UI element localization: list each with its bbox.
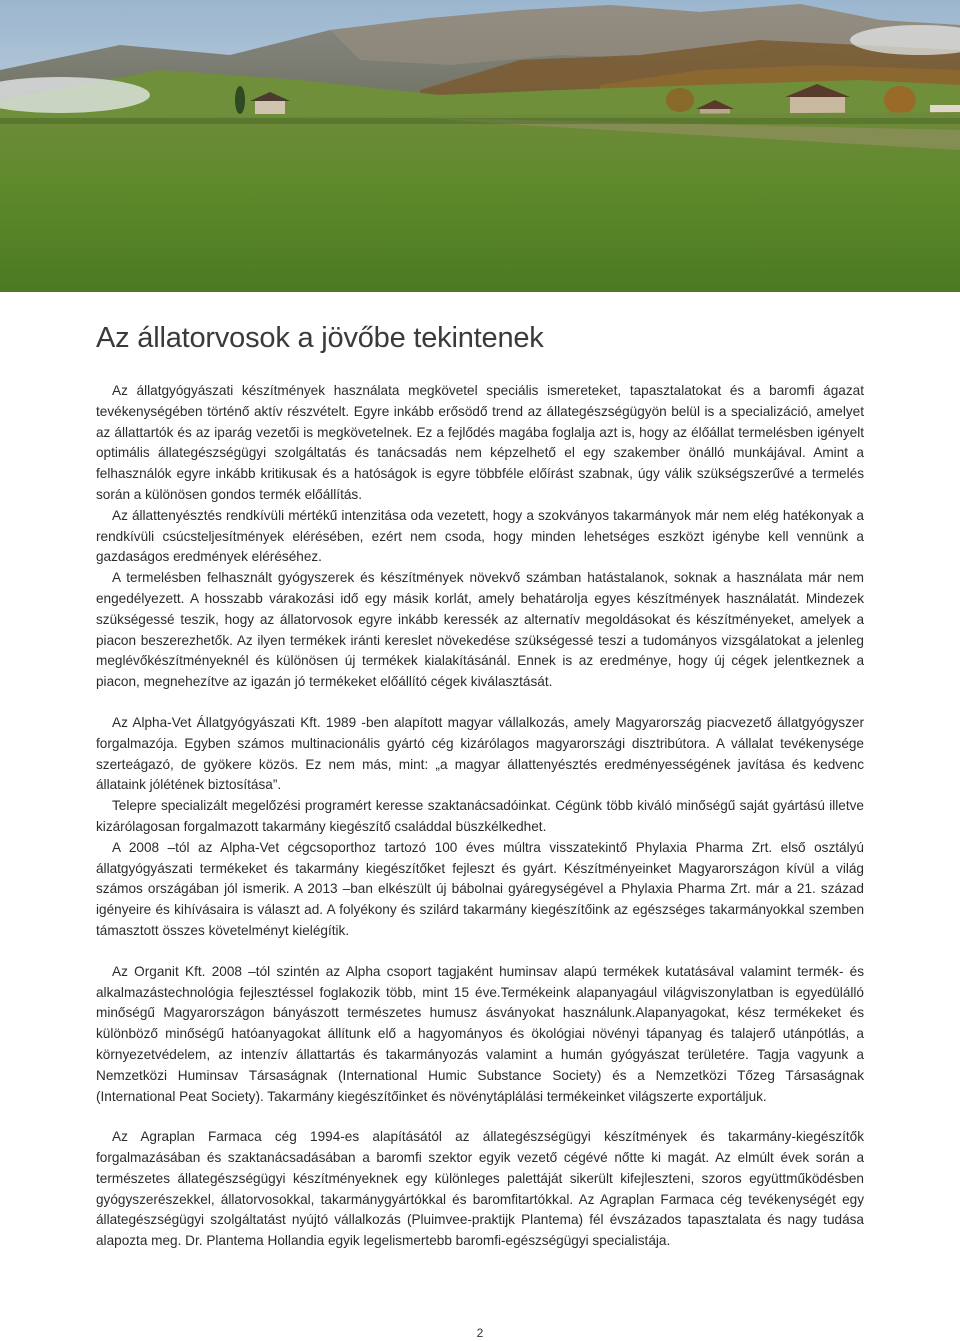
landscape-photo <box>0 0 960 292</box>
paragraph: Az állatgyógyászati készítmények használata megkövetel speciális ismereteket, tapasztalatokat és a baromfi ágazat tevékenységében történő aktív részvételt. Egyre inkább erősödő trend az állategészségügyön belül is a specializáció, amelyet az állattartók és az iparág vezetői is megkövetelnek. Ez a fejlődés magába foglalja azt is, hogy az élőállat termelésben igényelt optimális állategészségügyi szolgáltatás és tanácsadás nem képzelhető el egy szakember önálló munkájával. Amint a felhasználók egyre inkább kritikusak és a hatóságok is egyre többféle előírást szabnak, úgy válik szükségszerűvé a termelés során a különösen gondos termék előállítás. <box>96 383 864 502</box>
section-organit <box>96 962 864 1108</box>
paragraph: Telepre specializált megelőzési programért keresse szaktanácsadóinkat. Cégünk több kiváló minőségű saját gyártású illetve kizárólagosan forgalmazott takarmány kiegészítő családdal büszkélkedhet. <box>96 798 864 834</box>
page-title: Az állatorvosok a jövőbe tekintenek <box>96 322 544 354</box>
landscape-banner-image <box>0 0 960 292</box>
paragraph: A 2008 –tól az Alpha-Vet cégcsoporthoz tartozó 100 éves múltra visszatekintő Phylaxia Pharma Zrt. első osztályú állatgyógyászati termékeket és takarmány kiegészítőket fejleszt és gyárt. Készítményeinket Magyarországon kívül a világ számos országában jól ismerik. A 2013 –ban elkészült új bábolnai gyáregységével a Phylaxia Pharma Zrt. már a 21. század igényeire és kihívásaira is választ ad. A folyékony és szilárd takarmány kiegészítőink az egészséges takarmányokkal szemben támasztott összes követelményt kielégítik. <box>96 839 864 938</box>
page-number: 2 <box>476 1326 484 1340</box>
paragraph: Az Alpha-Vet Állatgyógyászati Kft. 1989 -ben alapított magyar vállalkozás, amely Magyarország piacvezető állatgyógyszer forgalmazója. Egyben számos multinacionális gyártó cég kizárólagos magyarországi disztribútora. A vállalat tevékenysége szerteágazó, de gyökere közös. Ez nem más, mint: „a magyar állattenyésztés eredményességének javítása és kedvenc állataink jólétének biztosítása”. <box>96 714 864 793</box>
section-intro <box>96 381 864 693</box>
paragraph: Az Agraplan Farmaca cég 1994-es alapításától az állategészségügyi készítmények és takarmány-kiegészítők forgalmazásában és szaktanácsadásában a baromfi szektor egyik vezető cégévé nőtte ki magát. Az elmúlt évek során a természetes állategészségügyi készítményeknek egy különleges palettáját sikerült kifejleszteni, szoros együttműködésben gyógyszerészekkel, állatorvosokkal, takarmánygyártókkal és baromfitartókkal. Az Agraplan Farmaca cég tevékenységét egy állategészségügyi szolgáltatást nyújtó vállalkozás (Pluimvee-praktijk Plantema) fél évszázados tapasztalata és nagy tudása alapozta meg. Dr. Plantema Hollandia egyik legelismertebb baromfi-egészségügyi specialistája. <box>96 1129 864 1249</box>
section-alpha-vet <box>96 713 864 942</box>
paragraph: A termelésben felhasznált gyógyszerek és készítmények növekvő számban hatástalanok, soknak a használata már nem engedélyezett. A hosszabb várakozási idő egy másik korlát, amely behatárolja egyes készítmények használatát. Mindezek szükségessé teszik, hogy az állatorvosok egyre inkább keressék az alternatív megoldásokat és készítményeket, amelyek a piacon beszerezhetők. Az ilyen termékek iránti kereslet növekedése szükségessé teszi a tudományos vizsgálatokat a jelenleg meglévőkészítményeknél és különösen új termékek kialakításánál. Ennek is az eredménye, hogy új cégek jelentkeznek a piacon, megnehezítve az igazán jó termékeket előállító cégek kiválasztását. <box>96 570 864 690</box>
paragraph: Az Organit Kft. 2008 –tól szintén az Alpha csoport tagjaként huminsav alapú termékek kutatásával valamint termék- és alkalmazástechnológia fejlesztéssel foglakozik több, mint 15 éve.Termékeink alapanyagául világviszonylatban is egyedülálló minőségű Magyarországon bányászott természetes humusz ásványokat használunk.Alapanyagokat, kész termékeket és különböző minőségű hatóanyagokat állítunk elő a hagyományos és ökológiai növényi tápanyag és talajerő utánpótlás, a környezetvédelem, az intenzív állattartás és takarmányozás valamint a humán gyógyászat területére. Tagja vagyunk a Nemzetközi Huminsav Társaságnak (International Humic Substance Society) és a Nemzetközi Tőzeg Társaságnak (International Peat Society). Takarmány kiegészítőinket és növénytáplálási termékeinket világszerte exportáljuk. <box>96 963 864 1104</box>
article <box>96 322 864 1252</box>
section-agraplan <box>96 1127 864 1252</box>
paragraph: Az állattenyésztés rendkívüli mértékű intenzitása oda vezetett, hogy a szokványos takarmányok már nem elég hatékonyak a rendkívüli csúcsteljesítmények elérésében, ezért nem csoda, hogy minden lehetséges eszközt igénybe kell vennünk a gazdaságos eredmények eléréséhez. <box>96 507 864 565</box>
